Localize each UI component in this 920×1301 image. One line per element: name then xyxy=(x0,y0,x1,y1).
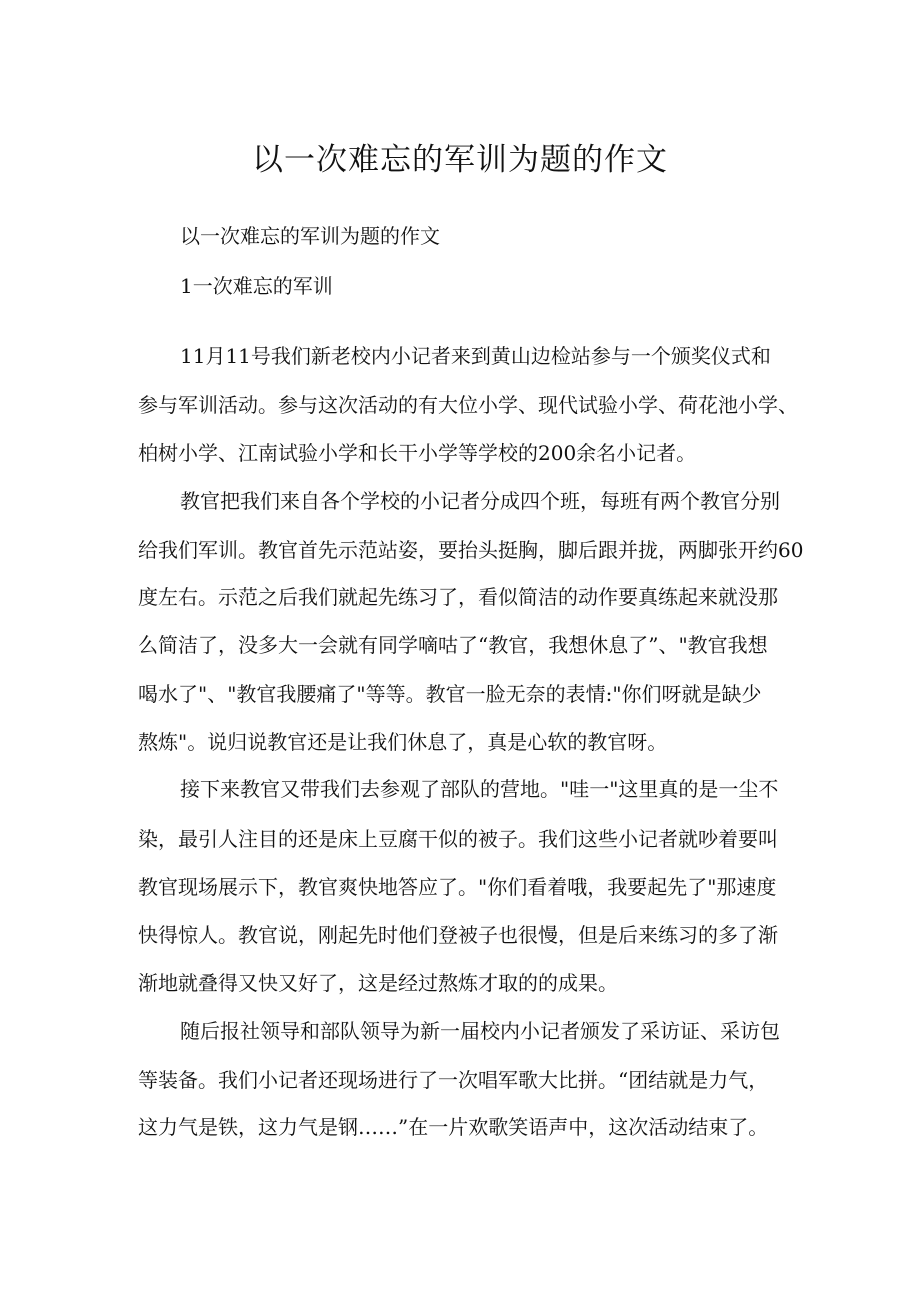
paragraph-1-line-2: 参与军训活动。参与这次活动的有大位小学、现代试验小学、荷花池小学、 xyxy=(138,393,798,417)
paragraph-3-line-5: 渐地就叠得又快又好了，这是经过熬炼才取的的成果。 xyxy=(138,971,618,995)
paragraph-3-line-2: 染，最引人注目的还是床上豆腐干似的被子。我们这些小记者就吵着要叫 xyxy=(138,827,778,851)
paragraph-4-line-2: 等装备。我们小记者还现场进行了一次唱军歌大比拼。“团结就是力气， xyxy=(138,1068,769,1092)
paragraph-2-line-1: 教官把我们来自各个学校的小记者分成四个班，每班有两个教官分别 xyxy=(180,489,780,513)
paragraph-2-line-3: 度左右。示范之后我们就起先练习了，看似简洁的动作要真练起来就没那 xyxy=(138,585,778,609)
paragraph-4-line-1: 随后报社领导和部队领导为新一届校内小记者颁发了采访证、采访包 xyxy=(180,1019,780,1043)
subtitle: 以一次难忘的军训为题的作文 xyxy=(180,224,440,248)
paragraph-2-line-6: 熬炼"。说归说教官还是让我们休息了，真是心软的教官呀。 xyxy=(138,730,668,754)
paragraph-2-line-2: 给我们军训。教官首先示范站姿，要抬头挺胸，脚后跟并拢，两脚张开约60 xyxy=(138,538,804,562)
paragraph-1-line-1: 11月11号我们新老校内小记者来到黄山边检站参与一个颁奖仪式和 xyxy=(180,344,771,368)
paragraph-3-line-3: 教官现场展示下，教官爽快地答应了。"你们看着哦，我要起先了"那速度 xyxy=(138,875,777,899)
paragraph-2-line-4: 么简洁了，没多大一会就有同学嘀咕了“教官，我想休息了”、"教官我想 xyxy=(138,633,768,657)
section-heading: 1一次难忘的军训 xyxy=(180,274,333,298)
paragraph-1-line-3: 柏树小学、江南试验小学和长干小学等学校的200余名小记者。 xyxy=(138,441,697,465)
paragraph-4-line-3: 这力气是铁，这力气是钢……”在一片欢歌笑语声中，这次活动结束了。 xyxy=(138,1115,769,1139)
document-title: 以一次难忘的军训为题的作文 xyxy=(252,142,668,178)
paragraph-3-line-1: 接下来教官又带我们去参观了部队的营地。"哇一"这里真的是一尘不 xyxy=(180,777,779,801)
paragraph-2-line-5: 喝水了"、"教官我腰痛了"等等。教官一脸无奈的表情:"你们呀就是缺少 xyxy=(138,682,762,706)
paragraph-3-line-4: 快得惊人。教官说，刚起先时他们登被子也很慢，但是后来练习的多了渐 xyxy=(138,923,778,947)
